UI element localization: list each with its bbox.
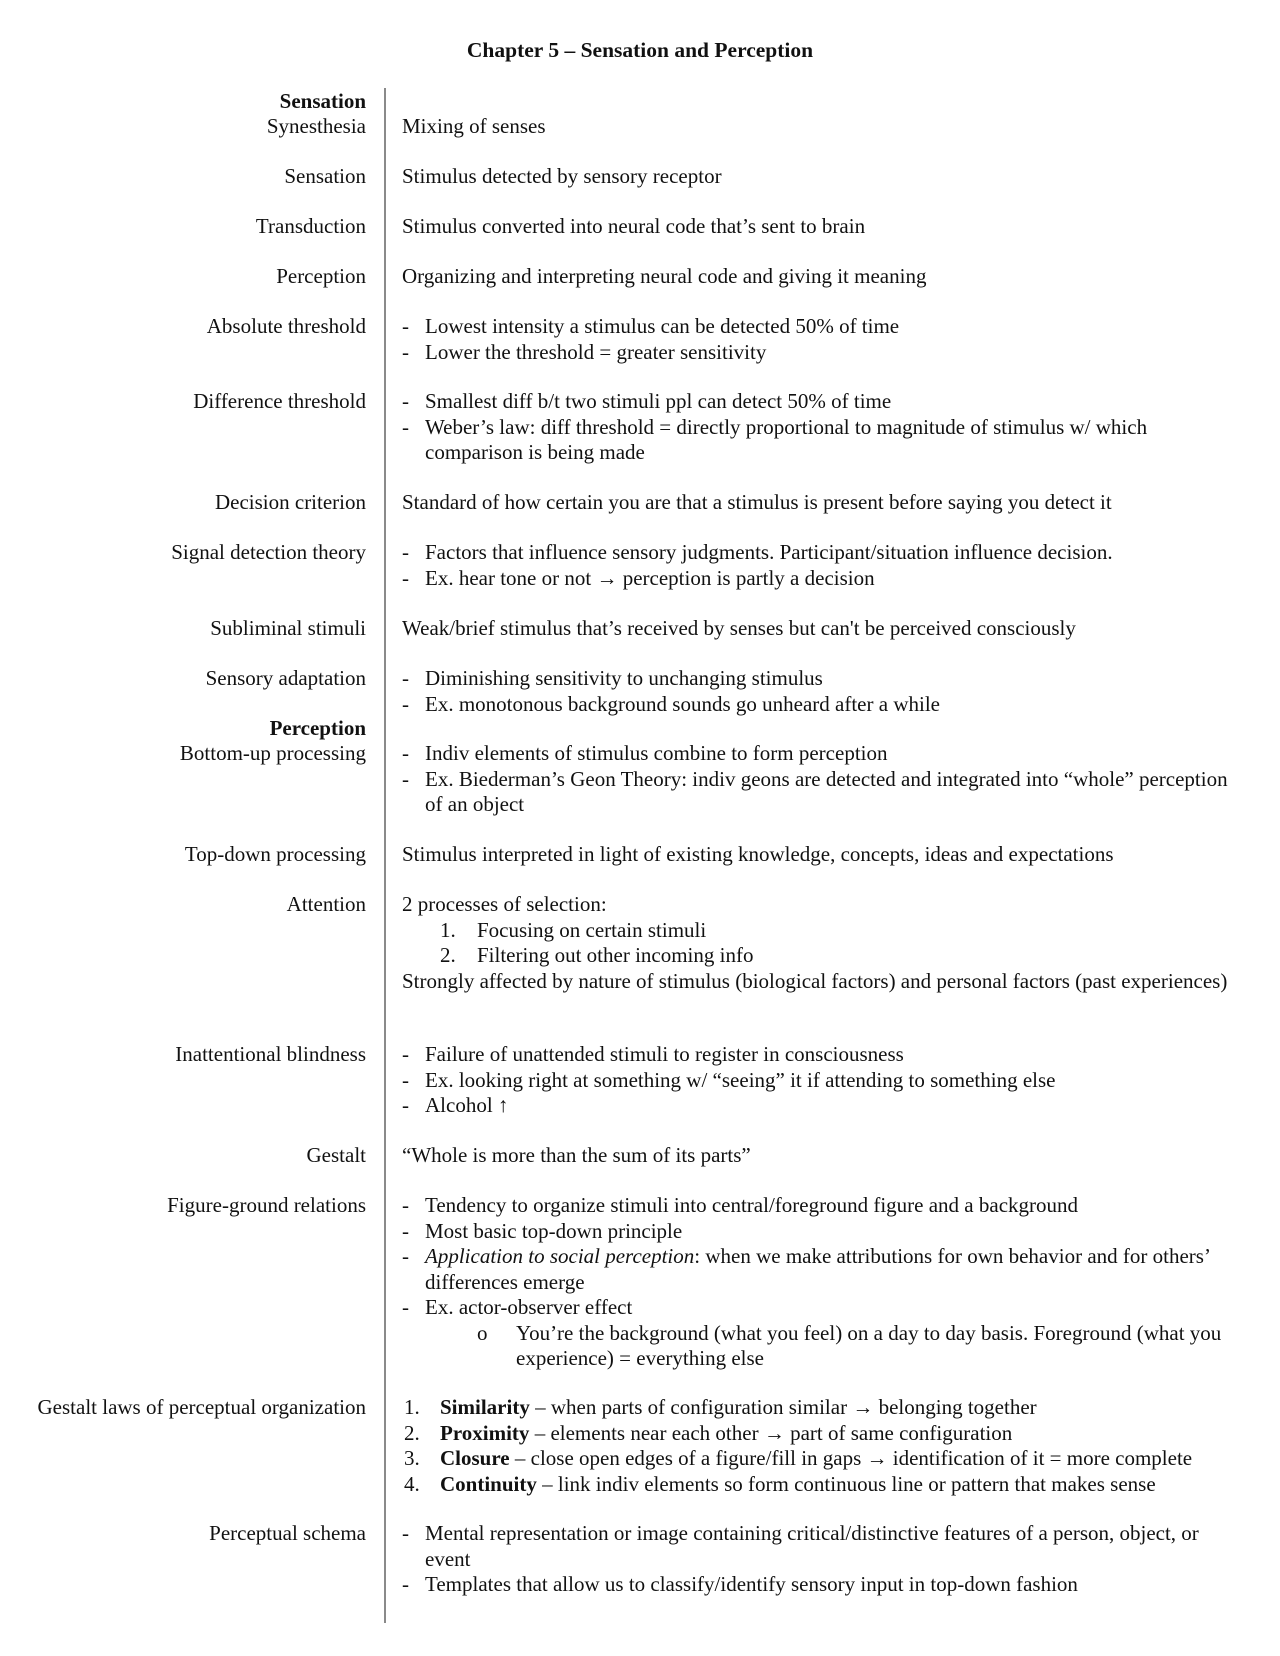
list-item: - Weber’s law: diff threshold = directly proportional to magnitude of stimulus w/ which comparison is being made bbox=[402, 415, 1242, 466]
list-number: 1. bbox=[440, 917, 456, 942]
definition bbox=[402, 314, 1242, 365]
list-item bbox=[402, 1244, 1242, 1295]
definition bbox=[402, 1521, 1242, 1598]
list-item: - Diminishing sensitivity to unchanging stimulus bbox=[402, 666, 1242, 692]
list-item-text: Filtering out other incoming info bbox=[477, 943, 754, 967]
term-label: Bottom-up processing bbox=[179, 741, 366, 765]
term-label: Perception bbox=[276, 264, 366, 288]
definition bbox=[402, 1193, 1242, 1372]
definition bbox=[402, 389, 1242, 466]
definition bbox=[402, 741, 1242, 818]
bullet-list bbox=[402, 540, 1242, 591]
list-item bbox=[402, 1395, 1242, 1421]
section-heading-sensation: Sensation bbox=[279, 89, 366, 113]
list-item: - Factors that influence sensory judgments. Participant/situation influence decision. bbox=[402, 540, 1242, 566]
application-label: Application to social perception bbox=[425, 1244, 695, 1268]
term-label: Figure-ground relations bbox=[167, 1193, 366, 1217]
definition: Mixing of senses bbox=[402, 114, 546, 138]
definition: Stimulus converted into neural code that’s sent to brain bbox=[402, 214, 866, 238]
bullet-list bbox=[402, 314, 1242, 365]
definition bbox=[402, 666, 1242, 717]
term-label: Transduction bbox=[255, 214, 366, 238]
term-label: Sensation bbox=[284, 164, 366, 188]
definition bbox=[402, 540, 1242, 591]
term-label: Inattentional blindness bbox=[175, 1042, 366, 1066]
list-item: - Most basic top-down principle bbox=[402, 1219, 1242, 1245]
bullet-list bbox=[402, 1042, 1242, 1119]
term-label: Difference threshold bbox=[193, 389, 366, 413]
definition-intro: 2 processes of selection: bbox=[402, 892, 607, 916]
definition: Weak/brief stimulus that’s received by senses but can't be perceived consciously bbox=[402, 616, 1076, 640]
list-item bbox=[402, 1421, 1242, 1447]
list-number: 2. bbox=[404, 1420, 420, 1445]
list-item: - Failure of unattended stimuli to register in consciousness bbox=[402, 1042, 1242, 1068]
list-item: - Ex. looking right at something w/ “seeing” it if attending to something else bbox=[402, 1068, 1242, 1094]
section-heading-perception: Perception bbox=[269, 716, 366, 740]
list-item: - Ex. monotonous background sounds go unheard after a while bbox=[402, 692, 1242, 718]
definition: “Whole is more than the sum of its parts” bbox=[402, 1143, 751, 1167]
term-label: Synesthesia bbox=[266, 114, 366, 138]
list-item: - Indiv elements of stimulus combine to form perception bbox=[402, 741, 1242, 767]
bullet-list bbox=[402, 741, 1242, 818]
definition: Standard of how certain you are that a stimulus is present before saying you detect it bbox=[402, 490, 1112, 514]
sub-list-item: o You’re the background (what you feel) on a day to day basis. Foreground (what you experience) = everything else bbox=[402, 1321, 1242, 1372]
term-label: Decision criterion bbox=[214, 490, 366, 514]
list-number: 3. bbox=[404, 1446, 420, 1470]
page-title: Chapter 5 – Sensation and Perception bbox=[466, 38, 814, 62]
law-text: – when parts of configuration similar → belonging together bbox=[529, 1395, 1037, 1419]
bullet-list bbox=[402, 1521, 1242, 1598]
term-label: Subliminal stimuli bbox=[210, 616, 366, 640]
definition: Stimulus interpreted in light of existing knowledge, concepts, ideas and expectations bbox=[402, 842, 1114, 866]
list-item: - Templates that allow us to classify/identify sensory input in top-down fashion bbox=[402, 1572, 1242, 1598]
example-text: Ex. actor-observer effect bbox=[425, 1295, 633, 1319]
numbered-list bbox=[402, 918, 1242, 969]
term-label: Absolute threshold bbox=[206, 314, 366, 338]
law-text: – link indiv elements so form continuous line or pattern that makes sense bbox=[536, 1471, 1156, 1496]
application-text: : when we make attributions for own behavior and for others’ differences emerge bbox=[425, 1244, 1210, 1294]
definition bbox=[402, 892, 1242, 994]
list-number: 1. bbox=[404, 1395, 420, 1419]
law-text: – elements near each other → part of same configuration bbox=[529, 1420, 1013, 1445]
list-item bbox=[402, 1295, 1242, 1372]
term-label: Top-down processing bbox=[184, 842, 366, 866]
definition-outro: Strongly affected by nature of stimulus (biological factors) and personal factors (past experiences) bbox=[402, 968, 1228, 993]
definition bbox=[402, 1042, 1242, 1119]
list-item bbox=[402, 943, 1242, 969]
list-item: - Mental representation or image containing critical/distinctive features of a person, object, or event bbox=[402, 1521, 1242, 1572]
list-item: - Smallest diff b/t two stimuli ppl can detect 50% of time bbox=[402, 389, 1242, 415]
column-divider bbox=[384, 88, 386, 1623]
list-item: - Alcohol ↑ bbox=[402, 1093, 1242, 1119]
definition: Stimulus detected by sensory receptor bbox=[402, 164, 722, 188]
list-item-text: Focusing on certain stimuli bbox=[477, 917, 707, 942]
term-label: Gestalt laws of perceptual organization bbox=[37, 1395, 366, 1419]
list-item: - Tendency to organize stimuli into central/foreground figure and a background bbox=[402, 1193, 1242, 1219]
law-name: Closure bbox=[440, 1446, 510, 1470]
definition bbox=[402, 1395, 1242, 1497]
list-item bbox=[402, 1472, 1242, 1498]
list-number: 2. bbox=[440, 943, 456, 967]
list-item: - Ex. Biederman’s Geon Theory: indiv geons are detected and integrated into “whole” perception of an object bbox=[402, 767, 1242, 818]
term-label: Gestalt bbox=[306, 1143, 366, 1167]
list-item: - Lowest intensity a stimulus can be detected 50% of time bbox=[402, 314, 1242, 340]
list-item bbox=[402, 918, 1242, 944]
law-name: Proximity bbox=[440, 1420, 530, 1445]
list-item: - Lower the threshold = greater sensitivity bbox=[402, 340, 1242, 366]
term-label: Perceptual schema bbox=[209, 1521, 366, 1545]
law-text: – close open edges of a figure/fill in gaps → identification of it = more complete bbox=[509, 1446, 1193, 1470]
term-label: Attention bbox=[286, 892, 366, 916]
sub-list bbox=[402, 1321, 1242, 1372]
law-name: Continuity bbox=[440, 1471, 537, 1496]
list-item bbox=[402, 1446, 1242, 1472]
bullet-list bbox=[402, 666, 1242, 717]
numbered-list bbox=[402, 1395, 1242, 1497]
law-name: Similarity bbox=[440, 1395, 530, 1419]
bullet-list bbox=[402, 1193, 1242, 1372]
definition: Organizing and interpreting neural code and giving it meaning bbox=[402, 264, 927, 288]
list-item: - Ex. hear tone or not → perception is partly a decision bbox=[402, 566, 1242, 592]
term-label: Sensory adaptation bbox=[205, 666, 366, 690]
list-number: 4. bbox=[404, 1471, 420, 1496]
bullet-list bbox=[402, 389, 1242, 466]
term-label: Signal detection theory bbox=[171, 540, 366, 564]
